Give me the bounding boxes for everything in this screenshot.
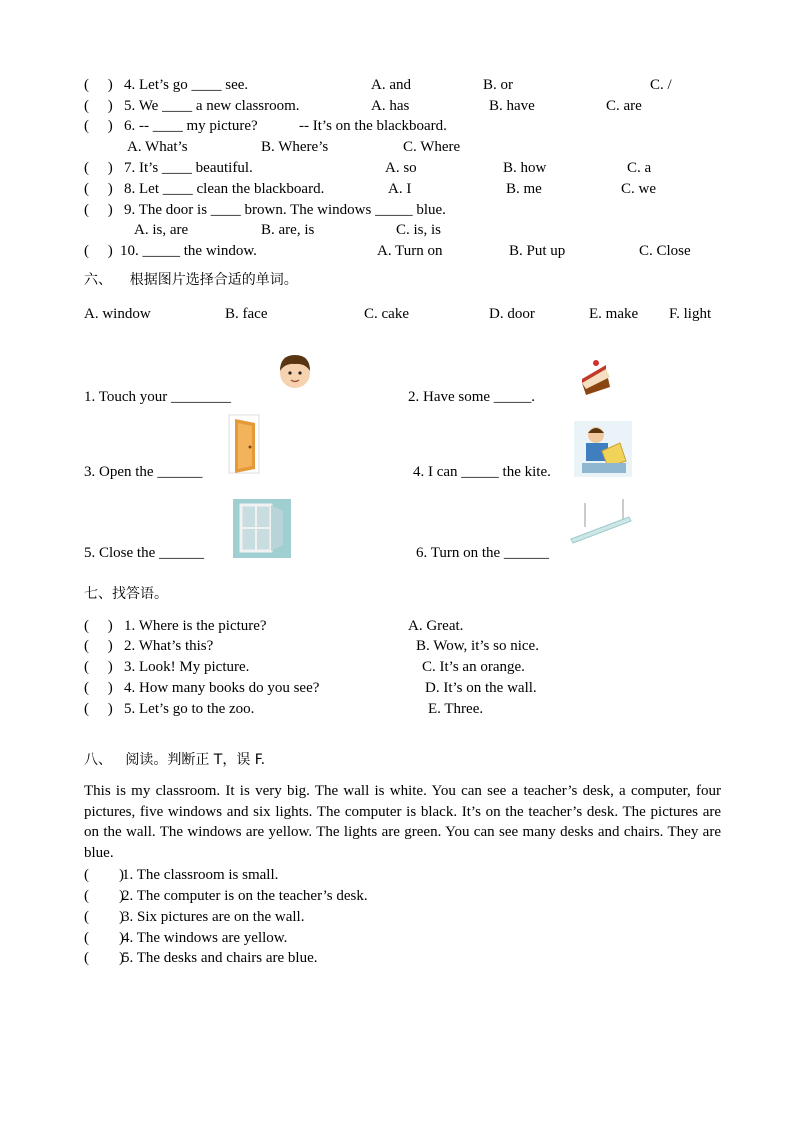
option-c[interactable]: C. Where [403, 139, 461, 155]
question-reply: -- It’s on the blackboard. [299, 118, 447, 134]
question-stem: 7. It’s ____ beautiful. [124, 160, 253, 176]
section-6-title: 六、 根据图片选择合适的单词。 [84, 272, 298, 288]
picture-item[interactable]: 3. Open the ______ [84, 464, 203, 480]
section-8-title: 八、 阅读。判断正 T，误 F. [84, 752, 266, 768]
answer-paren[interactable]: ( ) [84, 243, 113, 259]
section-7-title: 七、找答语。 [84, 586, 168, 602]
option-a[interactable]: A. Turn on [377, 243, 443, 259]
face-icon [257, 345, 333, 401]
tf-statement: 5. The desks and chairs are blue. [122, 950, 318, 966]
match-question: 2. What’s this? [124, 638, 214, 654]
answer-paren[interactable]: ( ) [84, 680, 113, 696]
question-stem: 4. Let’s go ____ see. [124, 77, 249, 93]
answer-paren[interactable]: ( ) [84, 202, 113, 218]
answer-paren[interactable]: ( ) [84, 930, 124, 946]
answer-paren[interactable]: ( ) [84, 909, 124, 925]
option-a[interactable]: A. I [388, 181, 412, 197]
option-c[interactable]: C. Close [639, 243, 691, 259]
question-stem: 10. _____ the window. [120, 243, 257, 259]
match-answer: C. It’s an orange. [422, 659, 525, 675]
option-b[interactable]: B. Where’s [261, 139, 329, 155]
question-stem: 5. We ____ a new classroom. [124, 98, 300, 114]
reading-passage: This is my classroom. It is very big. The wall is white. You can see a teacher’s desk, a computer, four pictures, five windows and six lights. The computer is black. It’s on the teacher’s desk. The pictures are on the wall. The windows are yellow. The lights are green. You can see many desks and chairs. They are blue. [84, 783, 721, 862]
option-b[interactable]: B. have [489, 98, 535, 114]
question-stem: 9. The door is ____ brown. The windows _____ blue. [124, 202, 446, 218]
match-question: 1. Where is the picture? [124, 618, 267, 634]
match-question: 3. Look! My picture. [124, 659, 250, 675]
option-a[interactable]: A. and [371, 77, 411, 93]
question-stem: 8. Let ____ clean the blackboard. [124, 181, 325, 197]
tf-statement: 2. The computer is on the teacher’s desk. [122, 888, 368, 904]
answer-paren[interactable]: ( ) [84, 867, 124, 883]
option-b[interactable]: B. me [506, 181, 542, 197]
word-option: A. window [84, 306, 151, 322]
answer-paren[interactable]: ( ) [84, 701, 113, 717]
match-answer: A. Great. [408, 618, 464, 634]
tf-statement: 3. Six pictures are on the wall. [122, 909, 305, 925]
match-question: 4. How many books do you see? [124, 680, 320, 696]
answer-paren[interactable]: ( ) [84, 181, 113, 197]
question-stem: 6. -- ____ my picture? [124, 118, 258, 134]
cake-icon [566, 343, 624, 401]
answer-paren[interactable]: ( ) [84, 618, 113, 634]
option-a[interactable]: A. What’s [127, 139, 188, 155]
word-option: B. face [225, 306, 268, 322]
picture-item[interactable]: 1. Touch your ________ [84, 389, 231, 405]
answer-paren[interactable]: ( ) [84, 98, 113, 114]
word-option: C. cake [364, 306, 409, 322]
option-a[interactable]: A. so [385, 160, 417, 176]
option-c[interactable]: C. are [606, 98, 642, 114]
match-answer: B. Wow, it’s so nice. [416, 638, 539, 654]
answer-paren[interactable]: ( ) [84, 160, 113, 176]
option-c[interactable]: C. / [650, 77, 672, 93]
option-a[interactable]: A. is, are [134, 222, 189, 238]
option-c[interactable]: C. is, is [396, 222, 442, 238]
option-a[interactable]: A. has [371, 98, 410, 114]
match-answer: E. Three. [428, 701, 484, 717]
option-c[interactable]: C. we [621, 181, 656, 197]
tf-statement: 4. The windows are yellow. [122, 930, 288, 946]
answer-paren[interactable]: ( ) [84, 77, 113, 93]
option-b[interactable]: B. how [503, 160, 547, 176]
match-question: 5. Let’s go to the zoo. [124, 701, 255, 717]
picture-item[interactable]: 6. Turn on the ______ [416, 545, 549, 561]
picture-item[interactable]: 5. Close the ______ [84, 545, 204, 561]
tf-statement: 1. The classroom is small. [122, 867, 279, 883]
answer-paren[interactable]: ( ) [84, 118, 113, 134]
picture-item[interactable]: 2. Have some _____. [408, 389, 536, 405]
make-kite-icon [574, 421, 632, 477]
picture-item[interactable]: 4. I can _____ the kite. [413, 464, 551, 480]
answer-paren[interactable]: ( ) [84, 638, 113, 654]
door-icon [223, 413, 263, 477]
answer-paren[interactable]: ( ) [84, 888, 124, 904]
match-answer: D. It’s on the wall. [425, 680, 537, 696]
option-c[interactable]: C. a [627, 160, 652, 176]
word-option: F. light [669, 306, 712, 322]
option-b[interactable]: B. or [483, 77, 513, 93]
answer-paren[interactable]: ( ) [84, 950, 124, 966]
window-icon [233, 499, 291, 558]
light-icon [563, 497, 643, 559]
option-b[interactable]: B. are, is [261, 222, 315, 238]
answer-paren[interactable]: ( ) [84, 659, 113, 675]
word-option: D. door [489, 306, 535, 322]
option-b[interactable]: B. Put up [509, 243, 566, 259]
word-option: E. make [589, 306, 639, 322]
